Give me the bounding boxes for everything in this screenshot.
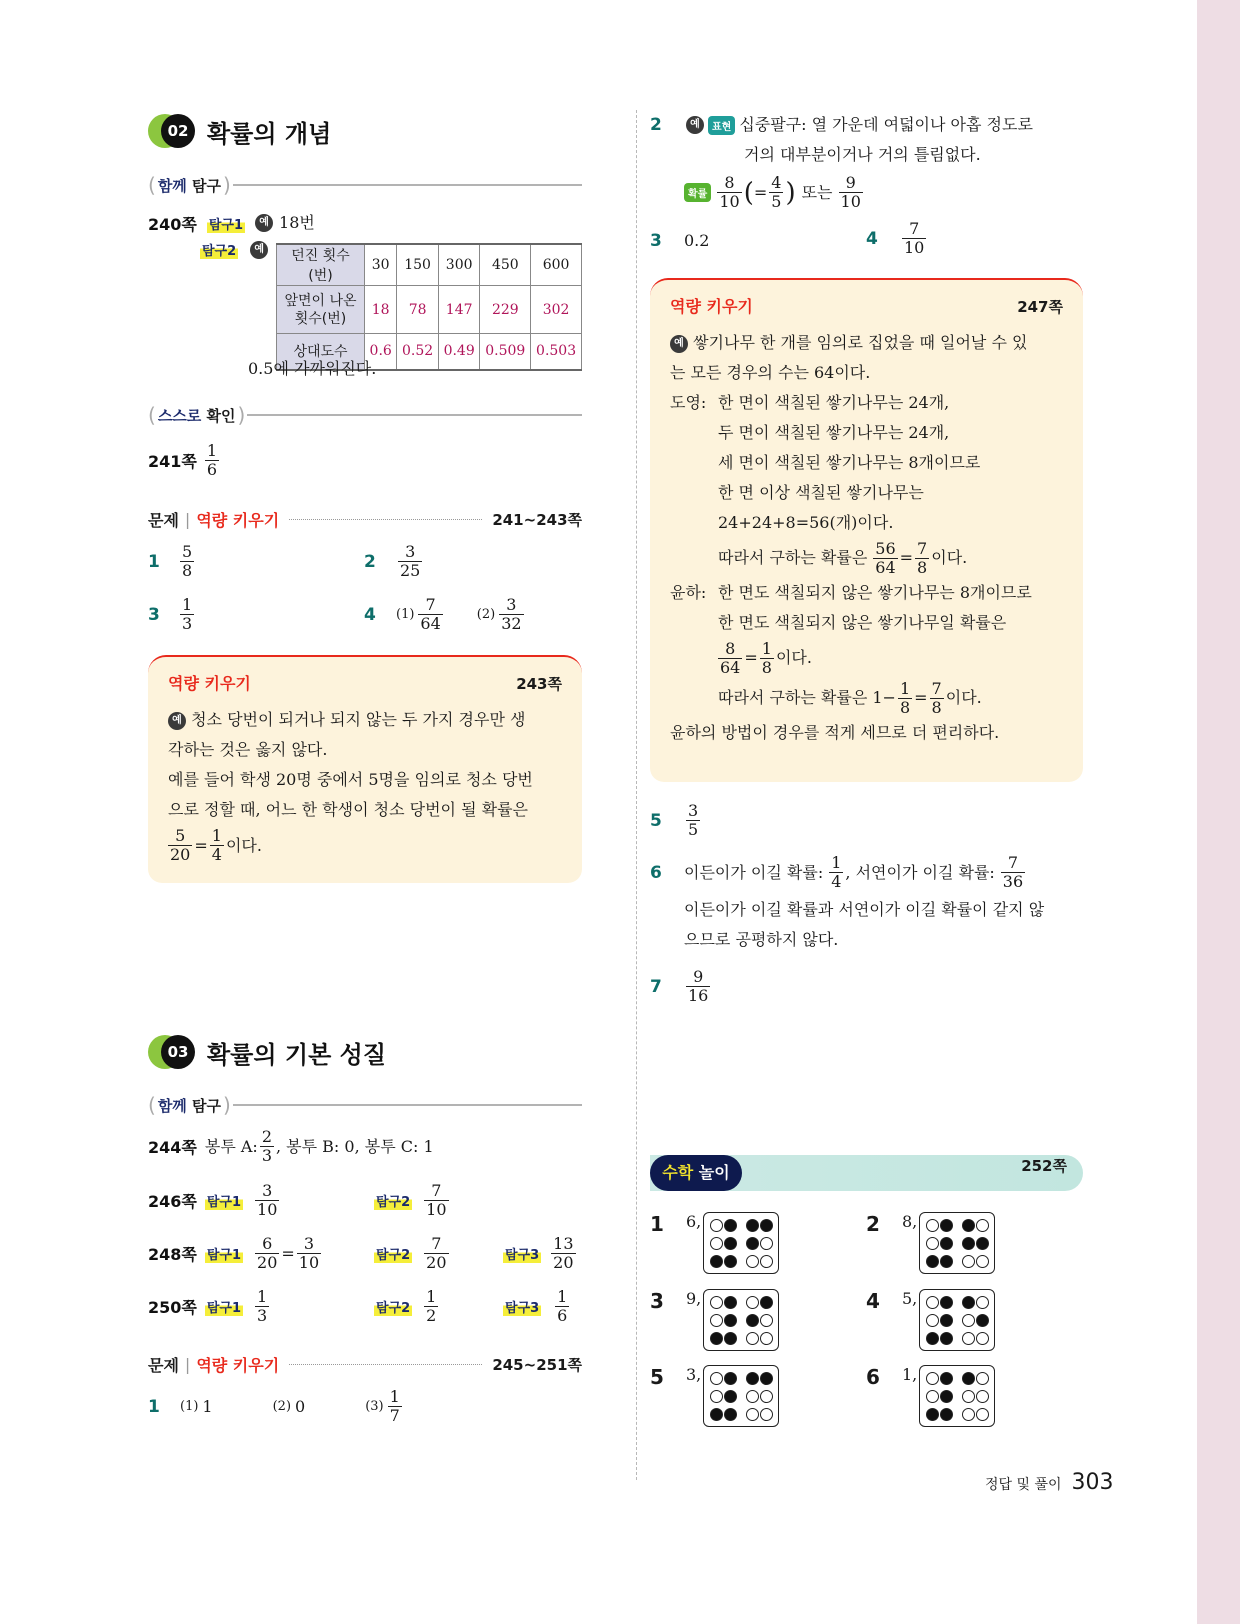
math-play-item [866, 1365, 995, 1427]
problem-4: 4 (1) $\frac{7}{64}$ (2) $\frac{3}{32}$ [364, 595, 522, 633]
empty-dot-icon [962, 1390, 975, 1403]
problem-1: 1 $\frac{5}{8}$ [148, 542, 193, 580]
empty-dot-icon [710, 1296, 723, 1309]
empty-dot-icon [746, 1408, 759, 1421]
table-row: 상대도수 0.6 0.52 0.49 0.509 0.503 [277, 334, 582, 370]
p248-explore2: 탐구2 $\frac{7}{20}$ [376, 1234, 447, 1272]
filled-dot-icon [746, 1237, 759, 1250]
filled-dot-icon [760, 1296, 773, 1309]
filled-dot-icon [710, 1332, 723, 1345]
filled-dot-icon [940, 1255, 953, 1268]
empty-dot-icon [710, 1314, 723, 1327]
problem-2: 2 $\frac{3}{25}$ [364, 542, 421, 580]
filled-dot-icon [962, 1219, 975, 1232]
filled-dot-icon [724, 1255, 737, 1268]
empty-dot-icon [746, 1255, 759, 1268]
filled-dot-icon [724, 1314, 737, 1327]
filled-dot-icon [760, 1219, 773, 1232]
table-row: 던진 횟수(번) 30 150 300 450 600 [277, 244, 582, 286]
filled-dot-icon [724, 1296, 737, 1309]
p241-answer: 241쪽 $\frac{1}{6}$ [148, 441, 218, 479]
question-2: 2 예 표현 십중팔구: 열 가운데 여덟이나 아홉 정도로 거의 대부분이거나 거의 틀림없다. 확률 $\frac{8}{10}$ ( = $\frac{4}{5}$ ) 또는 $\frac{9}{10}$ [650, 115, 1033, 211]
empty-dot-icon [710, 1390, 723, 1403]
item-number: 4 [866, 1289, 880, 1313]
empty-dot-icon [760, 1255, 773, 1268]
example-icon: 예 [255, 214, 273, 232]
p240-explore1: 240쪽 탐구1 예 18번 [148, 213, 315, 234]
probability-tag: 확률 [684, 183, 711, 202]
p246-answers: 246쪽 탐구1 $\frac{3}{10}$ [148, 1181, 278, 1219]
math-play-item [866, 1289, 995, 1351]
filled-dot-icon [976, 1237, 989, 1250]
capability-box-247 [650, 278, 1083, 782]
empty-dot-icon [746, 1332, 759, 1345]
item-number: 1 [650, 1212, 664, 1236]
box-page: 247쪽 [1017, 298, 1063, 316]
section-03-title: 확률의 기본 성질 [207, 1041, 386, 1069]
empty-dot-icon [760, 1314, 773, 1327]
question-4: 4 $\frac{7}{10}$ [866, 219, 925, 257]
filled-dot-icon [926, 1332, 939, 1345]
filled-dot-icon [962, 1296, 975, 1309]
box-title: 역량 키우기 [670, 297, 753, 316]
empty-dot-icon [976, 1219, 989, 1232]
item-value: 9, [686, 1289, 702, 1308]
filled-dot-icon [724, 1237, 737, 1250]
math-play-pill: 수학 놀이 [650, 1155, 742, 1191]
self-check-heading: ( 스스로 확인 ) [148, 402, 582, 428]
table-row: 앞면이 나온 횟수(번) 18 78 147 229 302 [277, 286, 582, 334]
problems-heading-2: 문제 | 역량 키우기 245~251쪽 [148, 1355, 582, 1375]
empty-dot-icon [976, 1255, 989, 1268]
filled-dot-icon [710, 1408, 723, 1421]
section-02-title: 확률의 개념 [207, 120, 332, 148]
example-icon: 예 [250, 241, 268, 259]
p250-explore3: 탐구3 $\frac{1}{6}$ [505, 1287, 568, 1325]
math-play-item [866, 1212, 995, 1274]
filled-dot-icon [940, 1237, 953, 1250]
item-value: 3, [686, 1365, 702, 1384]
coin-toss-table [276, 243, 582, 371]
item-number: 2 [866, 1212, 880, 1236]
together-explore-heading-2: ( 함께 탐구 ) [148, 1092, 582, 1118]
empty-dot-icon [926, 1314, 939, 1327]
empty-dot-icon [760, 1408, 773, 1421]
empty-dot-icon [710, 1372, 723, 1385]
page-number: 303 [1071, 1470, 1114, 1495]
filled-dot-icon [724, 1390, 737, 1403]
expression-tag: 표현 [708, 116, 735, 135]
column-divider [636, 110, 637, 1480]
problems-heading-1: 문제 | 역량 키우기 241~243쪽 [148, 510, 582, 530]
empty-dot-icon [976, 1332, 989, 1345]
filled-dot-icon [940, 1219, 953, 1232]
filled-dot-icon [926, 1255, 939, 1268]
item-value: 8, [902, 1212, 918, 1231]
filled-dot-icon [940, 1332, 953, 1345]
filled-dot-icon [724, 1408, 737, 1421]
empty-dot-icon [926, 1390, 939, 1403]
example-icon: 예 [168, 712, 186, 730]
question-6: 6 이든이가 이길 확률: $\frac{1}{4}$ , 서연이가 이길 확률: $\frac{7}{36}$ 이든이가 이길 확률과 서연이가 이길 확률이 같지 않 으므로 공평하지 않다. [650, 853, 1045, 949]
p244-answer: 244쪽 봉투 A: $\frac{2}{3}$ , 봉투 B: 0, 봉투 C: 1 [148, 1127, 434, 1165]
p240-explore2-label: 탐구2 예 [200, 240, 268, 259]
empty-dot-icon [710, 1219, 723, 1232]
question-3: 3 0.2 [650, 231, 710, 251]
empty-dot-icon [760, 1332, 773, 1345]
empty-dot-icon [962, 1408, 975, 1421]
question-7: 7 $\frac{9}{16}$ [650, 967, 709, 1005]
item-number: 6 [866, 1365, 880, 1389]
filled-dot-icon [940, 1390, 953, 1403]
empty-dot-icon [760, 1237, 773, 1250]
p248-answers: 248쪽 탐구1 $\frac{6}{20}$ = $\frac{3}{10}$ [148, 1234, 320, 1272]
filled-dot-icon [962, 1372, 975, 1385]
item-number: 3 [650, 1289, 664, 1313]
box-title: 역량 키우기 [168, 674, 251, 693]
item-number: 5 [650, 1365, 664, 1389]
empty-dot-icon [962, 1314, 975, 1327]
filled-dot-icon [760, 1372, 773, 1385]
empty-dot-icon [976, 1296, 989, 1309]
problem-3: 3 $\frac{1}{3}$ [148, 595, 193, 633]
filled-dot-icon [962, 1237, 975, 1250]
filled-dot-icon [746, 1314, 759, 1327]
filled-dot-icon [746, 1372, 759, 1385]
item-value: 1, [902, 1365, 918, 1384]
capability-box-243 [148, 655, 582, 883]
filled-dot-icon [940, 1296, 953, 1309]
math-play-item [650, 1365, 779, 1427]
filled-dot-icon [940, 1314, 953, 1327]
empty-dot-icon [962, 1332, 975, 1345]
p250-answers: 250쪽 탐구1 $\frac{1}{3}$ [148, 1287, 268, 1325]
dot-pattern-grid [919, 1212, 995, 1274]
dot-pattern-grid [919, 1365, 995, 1427]
empty-dot-icon [976, 1408, 989, 1421]
filled-dot-icon [746, 1219, 759, 1232]
empty-dot-icon [710, 1237, 723, 1250]
filled-dot-icon [724, 1332, 737, 1345]
filled-dot-icon [976, 1314, 989, 1327]
p240-conclusion: 0.5에 가까워진다. [248, 359, 377, 378]
dot-pattern-grid [919, 1289, 995, 1351]
empty-dot-icon [976, 1390, 989, 1403]
p250-explore2: 탐구2 $\frac{1}{2}$ [376, 1287, 437, 1325]
explore-tag: 탐구1 [207, 214, 245, 233]
example-icon: 예 [670, 335, 688, 353]
box-body: 예 쌓기나무 한 개를 임의로 집었을 때 일어날 수 있 는 모든 경우의 수는 64이다. 도영: 한 면이 색칠된 쌓기나무는 24개, 두 면이 색칠된 쌓기나무는 24개, 세 면이 색칠된 쌓기나무는 8개이므로 한 면 이상 색칠된 쌓기나무는 24+24+8=56(개)이다. 따라서 구하는 확률은 $\frac{56}{64}$ = $\frac{7}{8}$ 이다. 윤하: 한 면도 색칠되지 않은 쌓기나무는 8개이므로 한 면도 색칠되지 않은 쌓기나무일 확률은 $\frac{8}{64}$ = $\frac{1}{8}$ 이다. 따라서 구하는 확률은 1− $\frac{1}{8}$ = $\frac{7}{8}$ 이다. 윤하의 방법이 경우를 적게 세므로 더 편리하다. [670, 333, 1032, 742]
empty-dot-icon [926, 1296, 939, 1309]
math-play-header: 수학 놀이 252쪽 [650, 1155, 1083, 1191]
filled-dot-icon [710, 1255, 723, 1268]
dot-pattern-grid [703, 1365, 779, 1427]
dot-pattern-grid [703, 1289, 779, 1351]
empty-dot-icon [926, 1372, 939, 1385]
page-footer: 정답 및 풀이 303 [985, 1470, 1114, 1495]
problem-s3-1: 1 (1) 1 (2) 0 (3) $\frac{1}{7}$ [148, 1387, 400, 1425]
together-explore-heading: ( 함께 탐구 ) [148, 172, 582, 198]
empty-dot-icon [926, 1219, 939, 1232]
p248-explore3: 탐구3 $\frac{13}{20}$ [505, 1234, 574, 1272]
section-03-badge: 03 [148, 1035, 200, 1069]
filled-dot-icon [940, 1408, 953, 1421]
filled-dot-icon [926, 1408, 939, 1421]
empty-dot-icon [962, 1255, 975, 1268]
filled-dot-icon [724, 1372, 737, 1385]
example-icon: 예 [686, 116, 704, 134]
empty-dot-icon [746, 1296, 759, 1309]
page-edge-strip [1197, 0, 1240, 1624]
math-play-item [650, 1212, 779, 1274]
empty-dot-icon [926, 1237, 939, 1250]
question-5: 5 $\frac{3}{5}$ [650, 801, 699, 839]
filled-dot-icon [724, 1219, 737, 1232]
dot-pattern-grid [703, 1212, 779, 1274]
section-02-badge: 02 [148, 114, 200, 148]
math-play-item [650, 1289, 779, 1351]
item-value: 6, [686, 1212, 702, 1231]
item-value: 5, [902, 1289, 918, 1308]
empty-dot-icon [746, 1390, 759, 1403]
box-page: 243쪽 [516, 675, 562, 693]
empty-dot-icon [760, 1390, 773, 1403]
empty-dot-icon [976, 1372, 989, 1385]
filled-dot-icon [940, 1372, 953, 1385]
box-body: 예 청소 당번이 되거나 되지 않는 두 가지 경우만 생 각하는 것은 옳지 않다. 예를 들어 학생 20명 중에서 5명을 임의로 청소 당번 으로 정할 때, 어느 한 학생이 청소 당번이 될 확률은 $\frac{5}{20}$ = $\frac{1}{4}$ 이다. [168, 710, 533, 864]
p246-explore2: 탐구2 $\frac{7}{10}$ [376, 1181, 447, 1219]
